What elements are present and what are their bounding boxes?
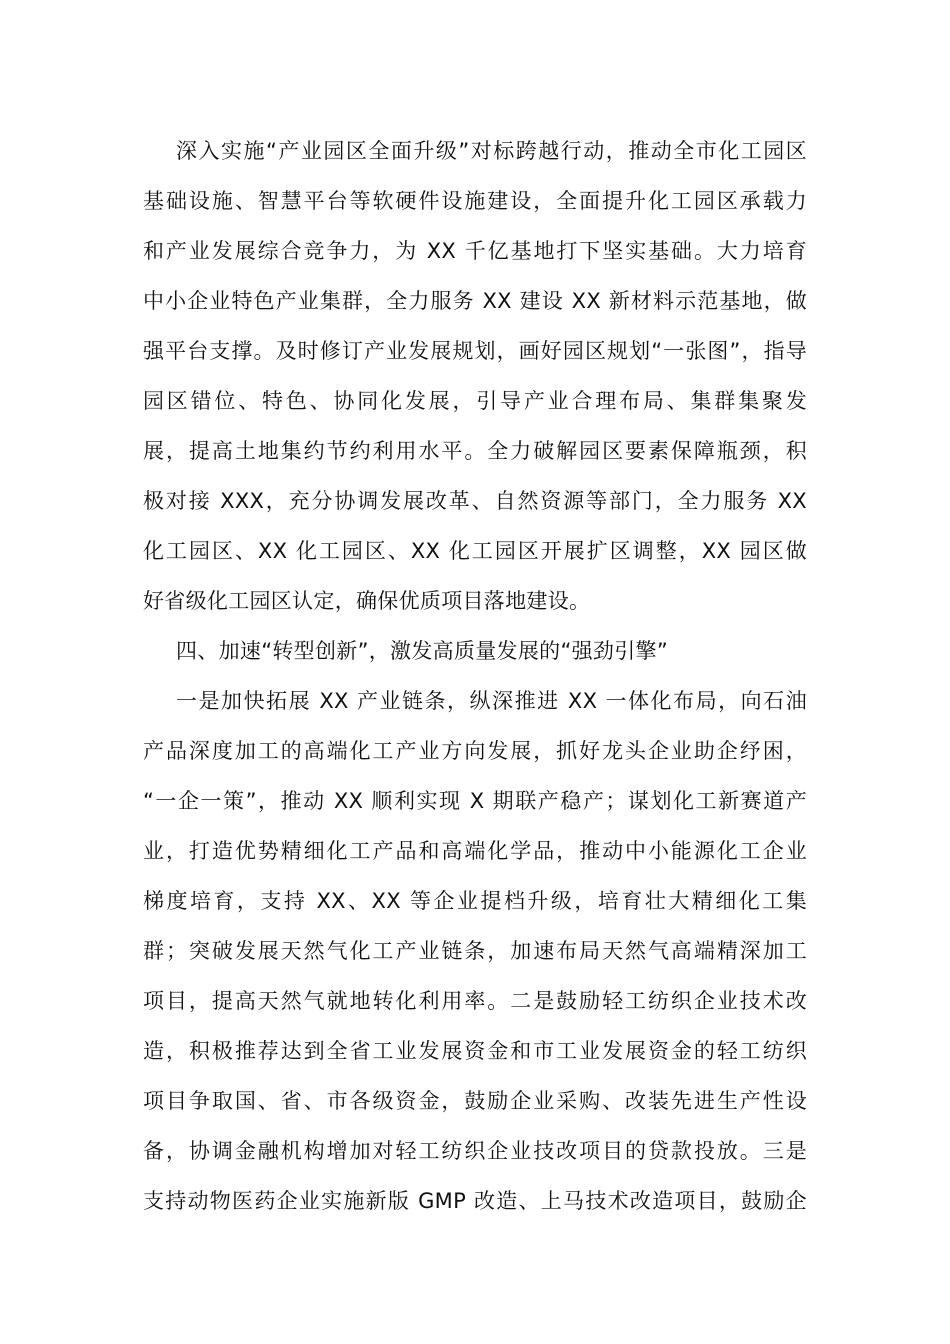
paragraph-1-line-1: 深入实施“产业园区全面升级”对标跨越行动，推动全市化工园区 — [176, 139, 807, 163]
paragraph-2-line-3: “一企一策”，推动 XX 顺利实现 X 期联产稳产；谋划化工新赛道产 — [143, 789, 807, 813]
document-body — [143, 126, 807, 1226]
paragraph-2-line-9: 项目争取国、省、市各级资金，鼓励企业采购、改装先进生产性设 — [143, 1089, 807, 1113]
section-heading: 四、加速“转型创新”，激发高质量发展的“强劲引擎” — [176, 639, 669, 663]
paragraph-1-line-5: 强平台支撑。及时修订产业发展规划，画好园区规划“一张图”，指导 — [143, 339, 807, 363]
paragraph-1-line-9: 化工园区、XX 化工园区、XX 化工园区开展扩区调整，XX 园区做 — [143, 539, 807, 563]
paragraph-1-line-8: 极对接 XXX，充分协调发展改革、自然资源等部门，全力服务 XX — [143, 489, 807, 513]
paragraph-2-line-5: 梯度培育，支持 XX、XX 等企业提档升级，培育壮大精细化工集 — [143, 889, 807, 913]
paragraph-2-line-6: 群；突破发展天然气化工产业链条，加速布局天然气高端精深加工 — [143, 939, 807, 963]
paragraph-2-line-10: 备，协调金融机构增加对轻工纺织企业技改项目的贷款投放。三是 — [143, 1139, 807, 1163]
paragraph-1-line-4: 中小企业特色产业集群，全力服务 XX 建设 XX 新材料示范基地，做 — [143, 289, 807, 313]
paragraph-1-line-6: 园区错位、特色、协同化发展，引导产业合理布局、集群集聚发 — [143, 389, 807, 413]
paragraph-2-line-1: 一是加快拓展 XX 产业链条，纵深推进 XX 一体化布局，向石油 — [176, 689, 807, 713]
paragraph-1-line-2: 基础设施、智慧平台等软硬件设施建设，全面提升化工园区承载力 — [143, 189, 807, 213]
paragraph-1-line-7: 展，提高土地集约节约利用水平。全力破解园区要素保障瓶颈，积 — [143, 439, 807, 463]
paragraph-1-line-3: 和产业发展综合竞争力，为 XX 千亿基地打下坚实基础。大力培育 — [143, 239, 807, 263]
paragraph-2-line-4: 业，打造优势精细化工产品和高端化学品，推动中小能源化工企业 — [143, 839, 807, 863]
paragraph-2-line-7: 项目，提高天然气就地转化利用率。二是鼓励轻工纺织企业技术改 — [143, 989, 807, 1013]
paragraph-2-line-8: 造，积极推荐达到全省工业发展资金和市工业发展资金的轻工纺织 — [143, 1039, 807, 1063]
paragraph-2-line-11: 支持动物医药企业实施新版 GMP 改造、上马技术改造项目，鼓励企 — [143, 1189, 807, 1213]
paragraph-1-line-10: 好省级化工园区认定，确保优质项目落地建设。 — [143, 589, 591, 613]
paragraph-2-line-2: 产品深度加工的高端化工产业方向发展，抓好龙头企业助企纾困， — [143, 739, 807, 763]
